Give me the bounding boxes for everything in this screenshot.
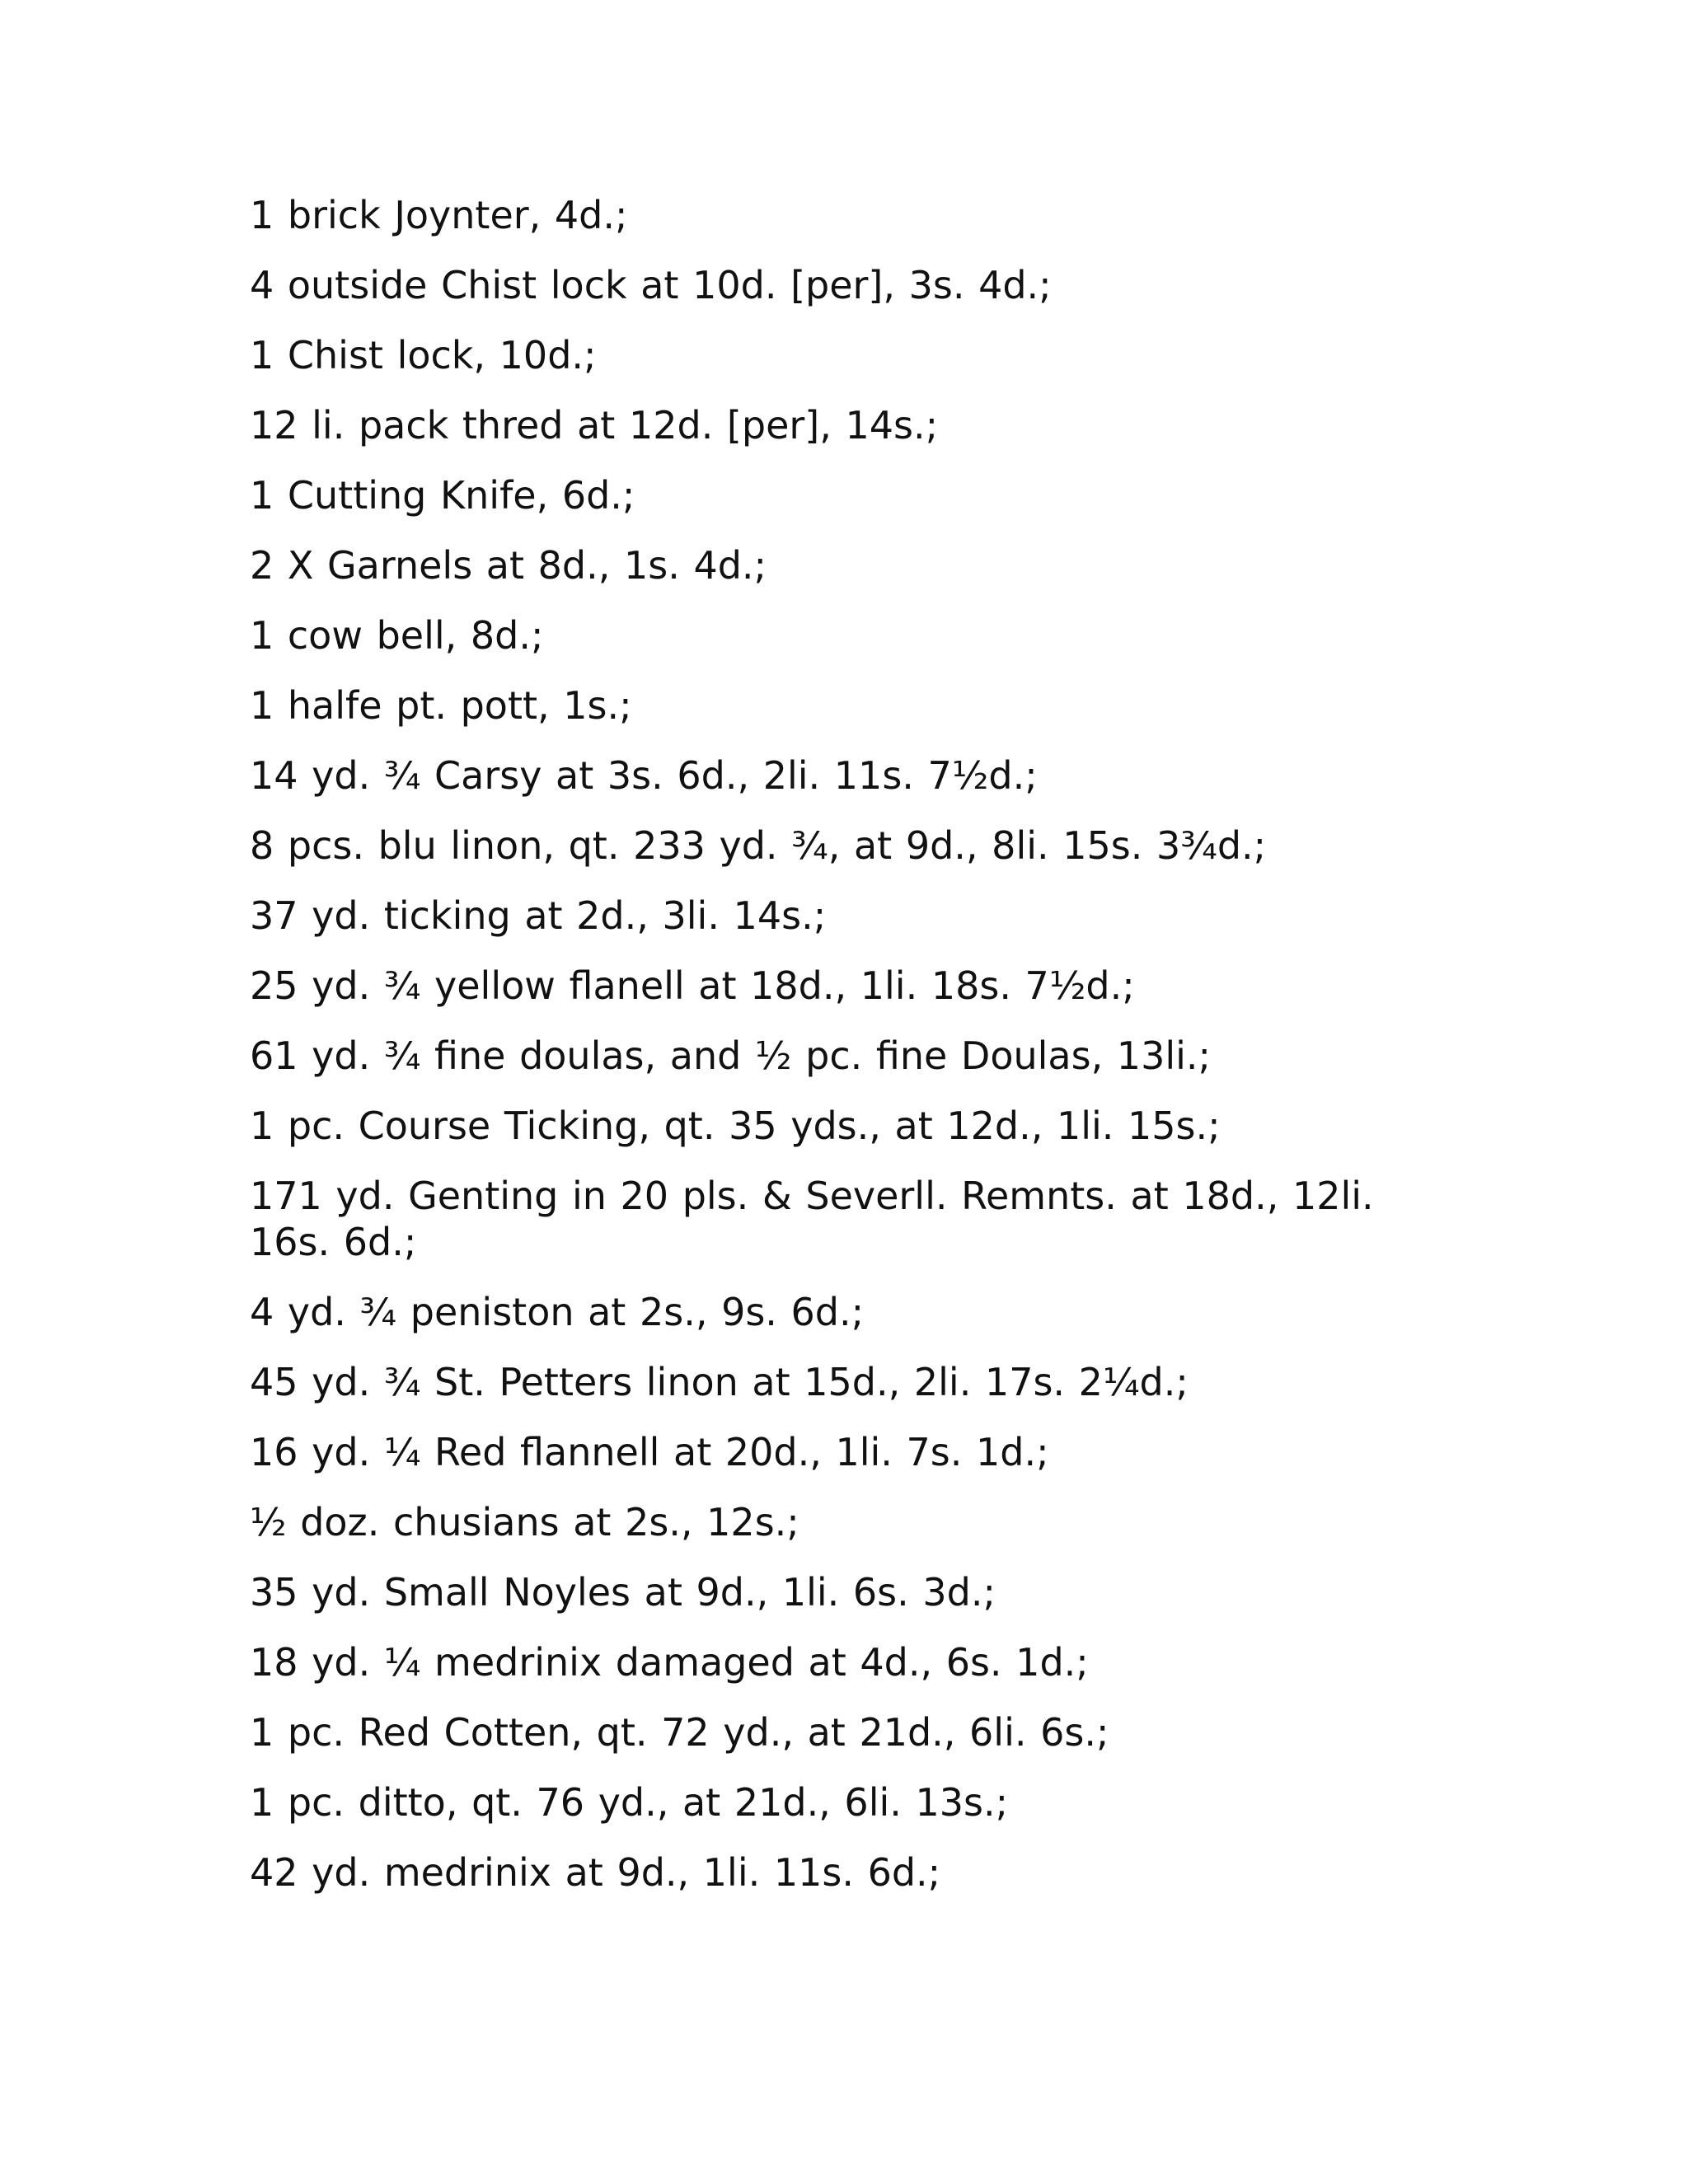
inventory-entry: 1 pc. ditto, qt. 76 yd., at 21d., 6li. 13s.; bbox=[250, 1780, 1009, 1825]
inventory-entry: 4 yd. ¾ peniston at 2s., 9s. 6d.; bbox=[250, 1290, 865, 1334]
inventory-list bbox=[250, 192, 1445, 1919]
inventory-entry: 16 yd. ¼ Red flannell at 20d., 1li. 7s. 1d.; bbox=[250, 1430, 1049, 1474]
inventory-entry: 12 li. pack thred at 12d. [per], 14s.; bbox=[250, 403, 939, 448]
inventory-entry: 25 yd. ¾ yellow flanell at 18d., 1li. 18s. 7½d.; bbox=[250, 963, 1135, 1008]
inventory-entry: 35 yd. Small Noyles at 9d., 1li. 6s. 3d.; bbox=[250, 1570, 996, 1615]
inventory-entry: 18 yd. ¼ medrinix damaged at 4d., 6s. 1d.; bbox=[250, 1640, 1089, 1685]
inventory-entry: ½ doz. chusians at 2s., 12s.; bbox=[250, 1500, 799, 1544]
inventory-entry: 2 X Garnels at 8d., 1s. 4d.; bbox=[250, 543, 767, 588]
inventory-entry: 1 cow bell, 8d.; bbox=[250, 613, 544, 658]
inventory-entry: 1 brick Joynter, 4d.; bbox=[250, 193, 628, 237]
inventory-entry: 14 yd. ¾ Carsy at 3s. 6d., 2li. 11s. 7½d.; bbox=[250, 753, 1038, 798]
inventory-entry: 1 pc. Course Ticking, qt. 35 yds., at 12d., 1li. 15s.; bbox=[250, 1104, 1221, 1148]
inventory-entry: 4 outside Chist lock at 10d. [per], 3s. 4d.; bbox=[250, 263, 1052, 307]
inventory-entry: 1 pc. Red Cotten, qt. 72 yd., at 21d., 6li. 6s.; bbox=[250, 1710, 1109, 1755]
inventory-entry: 171 yd. Genting in 20 pls. & Severll. Remnts. at 18d., 12li. 16s. 6d.; bbox=[250, 1174, 1374, 1264]
inventory-entry: 1 Chist lock, 10d.; bbox=[250, 333, 597, 377]
inventory-entry: 61 yd. ¾ fine doulas, and ½ pc. fine Doulas, 13li.; bbox=[250, 1033, 1212, 1078]
inventory-entry: 1 Cutting Knife, 6d.; bbox=[250, 473, 635, 518]
inventory-entry: 45 yd. ¾ St. Petters linon at 15d., 2li. 17s. 2¼d.; bbox=[250, 1360, 1189, 1404]
inventory-entry: 42 yd. medrinix at 9d., 1li. 11s. 6d.; bbox=[250, 1850, 941, 1895]
inventory-entry: 1 halfe pt. pott, 1s.; bbox=[250, 683, 632, 728]
inventory-entry: 8 pcs. blu linon, qt. 233 yd. ¾, at 9d., 8li. 15s. 3¾d.; bbox=[250, 823, 1267, 868]
inventory-entry: 37 yd. ticking at 2d., 3li. 14s.; bbox=[250, 893, 827, 938]
